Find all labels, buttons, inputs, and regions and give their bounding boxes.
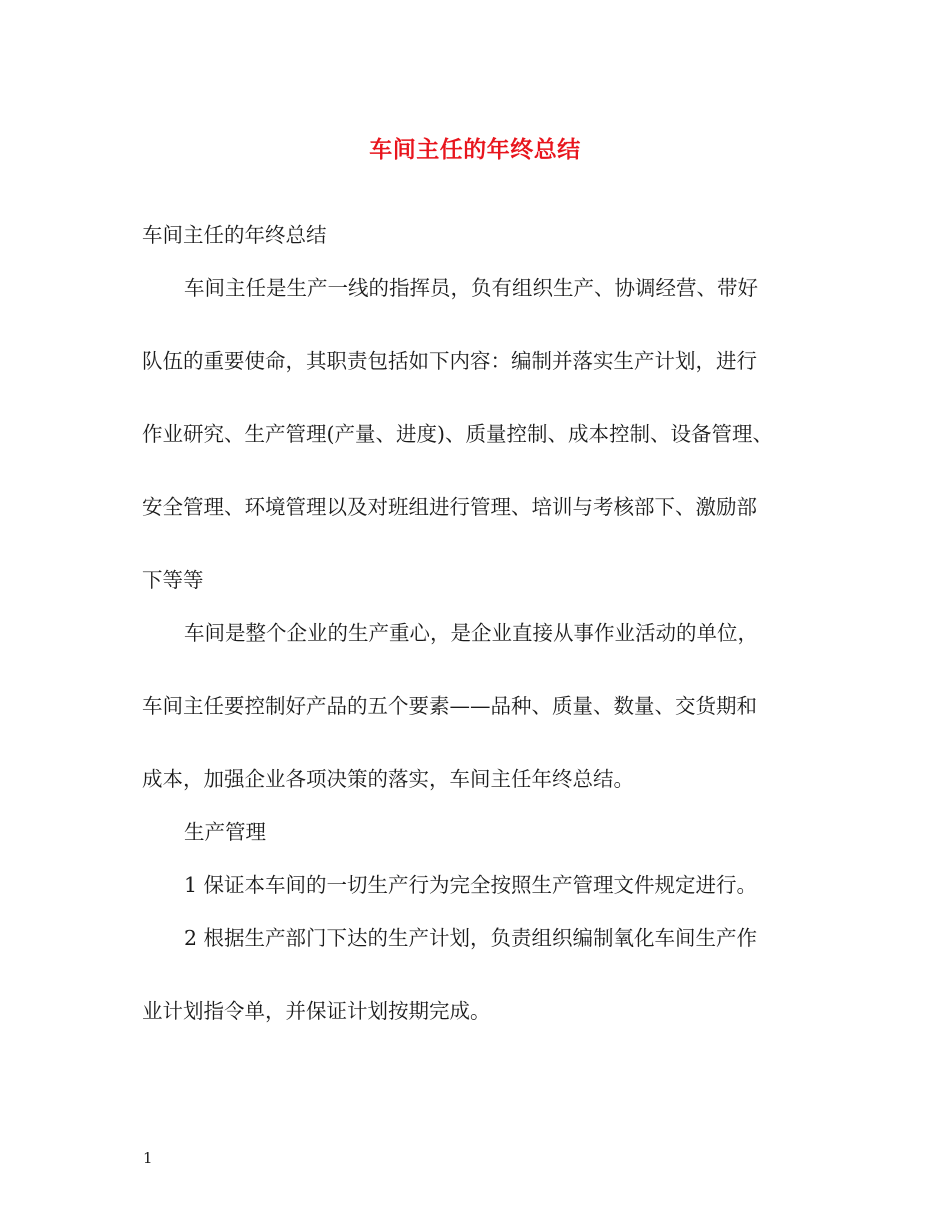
paragraph-1-line-5: 下等等 bbox=[142, 568, 204, 592]
paragraph-1-line-2: 队伍的重要使命，其职责包括如下内容：编制并落实生产计划，进行 bbox=[142, 349, 757, 373]
paragraph-1-line-1: 车间主任是生产一线的指挥员，负有组织生产、协调经营、带好 bbox=[184, 276, 758, 300]
paragraph-2-line-2: 车间主任要控制好产品的五个要素——品种、质量、数量、交货期和 bbox=[142, 694, 757, 718]
section-heading-production-management: 生产管理 bbox=[184, 820, 266, 844]
list-item-2-line-1: 2 根据生产部门下达的生产计划，负责组织编制氧化车间生产作 bbox=[184, 926, 758, 950]
page-number: 1 bbox=[143, 1149, 153, 1167]
paragraph-1-line-3: 作业研究、生产管理(产量、进度)、质量控制、成本控制、设备管理、 bbox=[142, 422, 773, 446]
document-body bbox=[142, 217, 810, 1029]
document-title: 车间主任的年终总结 bbox=[369, 136, 581, 163]
paragraph-2-line-3: 成本，加强企业各项决策的落实，车间主任年终总结。 bbox=[142, 767, 634, 791]
list-item-2-line-2: 业计划指令单，并保证计划按期完成。 bbox=[142, 999, 491, 1023]
paragraph-1-line-4: 安全管理、环境管理以及对班组进行管理、培训与考核部下、激励部 bbox=[142, 495, 757, 519]
list-item-1: 1 保证本车间的一切生产行为完全按照生产管理文件规定进行。 bbox=[184, 873, 758, 897]
paragraph-2-line-1: 车间是整个企业的生产重心，是企业直接从事作业活动的单位， bbox=[184, 621, 758, 645]
document-subtitle: 车间主任的年终总结 bbox=[142, 223, 327, 247]
